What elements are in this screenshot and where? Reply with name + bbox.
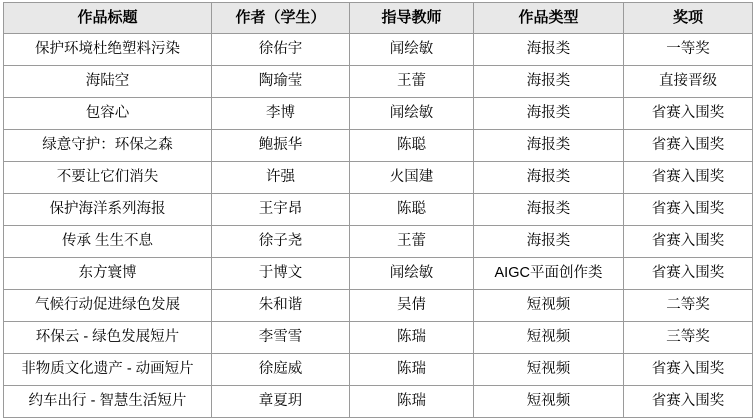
cell-title: 东方寰博 bbox=[4, 258, 212, 290]
cell-author: 王宇昂 bbox=[212, 194, 350, 226]
cell-award: 省赛入围奖 bbox=[624, 386, 753, 418]
cell-teacher: 王蕾 bbox=[350, 66, 474, 98]
cell-teacher: 王蕾 bbox=[350, 226, 474, 258]
table-header bbox=[4, 3, 753, 34]
cell-title: 保护海洋系列海报 bbox=[4, 194, 212, 226]
cell-award: 省赛入围奖 bbox=[624, 98, 753, 130]
cell-title: 保护环境杜绝塑料污染 bbox=[4, 34, 212, 66]
cell-teacher: 陈瑞 bbox=[350, 322, 474, 354]
cell-type: AIGC平面创作类 bbox=[474, 258, 624, 290]
cell-type: 海报类 bbox=[474, 98, 624, 130]
cell-teacher: 陈瑞 bbox=[350, 386, 474, 418]
cell-teacher: 陈瑞 bbox=[350, 354, 474, 386]
cell-title: 传承 生生不息 bbox=[4, 226, 212, 258]
column-header-award: 奖项 bbox=[624, 3, 753, 34]
cell-author: 许强 bbox=[212, 162, 350, 194]
cell-type: 海报类 bbox=[474, 194, 624, 226]
cell-type: 海报类 bbox=[474, 130, 624, 162]
cell-title: 包容心 bbox=[4, 98, 212, 130]
cell-teacher: 闻绘敏 bbox=[350, 34, 474, 66]
column-header-author: 作者（学生） bbox=[212, 3, 350, 34]
cell-teacher: 闻绘敏 bbox=[350, 258, 474, 290]
column-header-teacher: 指导教师 bbox=[350, 3, 474, 34]
table-row bbox=[4, 386, 753, 418]
table-row bbox=[4, 354, 753, 386]
cell-teacher: 吴倩 bbox=[350, 290, 474, 322]
cell-award: 二等奖 bbox=[624, 290, 753, 322]
cell-author: 鲍振华 bbox=[212, 130, 350, 162]
cell-award: 省赛入围奖 bbox=[624, 258, 753, 290]
cell-award: 省赛入围奖 bbox=[624, 162, 753, 194]
cell-title: 海陆空 bbox=[4, 66, 212, 98]
cell-title: 约车出行 - 智慧生活短片 bbox=[4, 386, 212, 418]
cell-author: 徐庭威 bbox=[212, 354, 350, 386]
cell-author: 李雪雪 bbox=[212, 322, 350, 354]
table-row bbox=[4, 34, 753, 66]
cell-type: 海报类 bbox=[474, 34, 624, 66]
cell-author: 于博文 bbox=[212, 258, 350, 290]
cell-award: 省赛入围奖 bbox=[624, 354, 753, 386]
cell-author: 徐子尧 bbox=[212, 226, 350, 258]
cell-award: 三等奖 bbox=[624, 322, 753, 354]
cell-author: 章夏玥 bbox=[212, 386, 350, 418]
award-table bbox=[3, 2, 753, 418]
table-row bbox=[4, 162, 753, 194]
cell-teacher: 陈聪 bbox=[350, 130, 474, 162]
cell-title: 不要让它们消失 bbox=[4, 162, 212, 194]
table-row bbox=[4, 290, 753, 322]
cell-type: 短视频 bbox=[474, 386, 624, 418]
cell-teacher: 闻绘敏 bbox=[350, 98, 474, 130]
cell-type: 海报类 bbox=[474, 162, 624, 194]
table-row bbox=[4, 322, 753, 354]
cell-title: 绿意守护：环保之森 bbox=[4, 130, 212, 162]
cell-award: 省赛入围奖 bbox=[624, 226, 753, 258]
cell-award: 一等奖 bbox=[624, 34, 753, 66]
cell-teacher: 陈聪 bbox=[350, 194, 474, 226]
cell-type: 海报类 bbox=[474, 226, 624, 258]
table-header-row bbox=[4, 3, 753, 34]
cell-teacher: 火国建 bbox=[350, 162, 474, 194]
cell-award: 直接晋级 bbox=[624, 66, 753, 98]
table-row bbox=[4, 258, 753, 290]
column-header-type: 作品类型 bbox=[474, 3, 624, 34]
cell-type: 短视频 bbox=[474, 322, 624, 354]
cell-award: 省赛入围奖 bbox=[624, 194, 753, 226]
cell-type: 短视频 bbox=[474, 354, 624, 386]
cell-type: 短视频 bbox=[474, 290, 624, 322]
cell-title: 气候行动促进绿色发展 bbox=[4, 290, 212, 322]
table-row bbox=[4, 66, 753, 98]
table-body bbox=[4, 34, 753, 418]
cell-author: 朱和谐 bbox=[212, 290, 350, 322]
cell-author: 徐佑宇 bbox=[212, 34, 350, 66]
table-row bbox=[4, 194, 753, 226]
cell-title: 环保云 - 绿色发展短片 bbox=[4, 322, 212, 354]
table-row bbox=[4, 98, 753, 130]
cell-author: 李博 bbox=[212, 98, 350, 130]
cell-title: 非物质文化遗产 - 动画短片 bbox=[4, 354, 212, 386]
cell-award: 省赛入围奖 bbox=[624, 130, 753, 162]
award-table-container bbox=[0, 2, 755, 418]
cell-author: 陶瑜莹 bbox=[212, 66, 350, 98]
table-row bbox=[4, 130, 753, 162]
table-row bbox=[4, 226, 753, 258]
cell-type: 海报类 bbox=[474, 66, 624, 98]
column-header-title: 作品标题 bbox=[4, 3, 212, 34]
